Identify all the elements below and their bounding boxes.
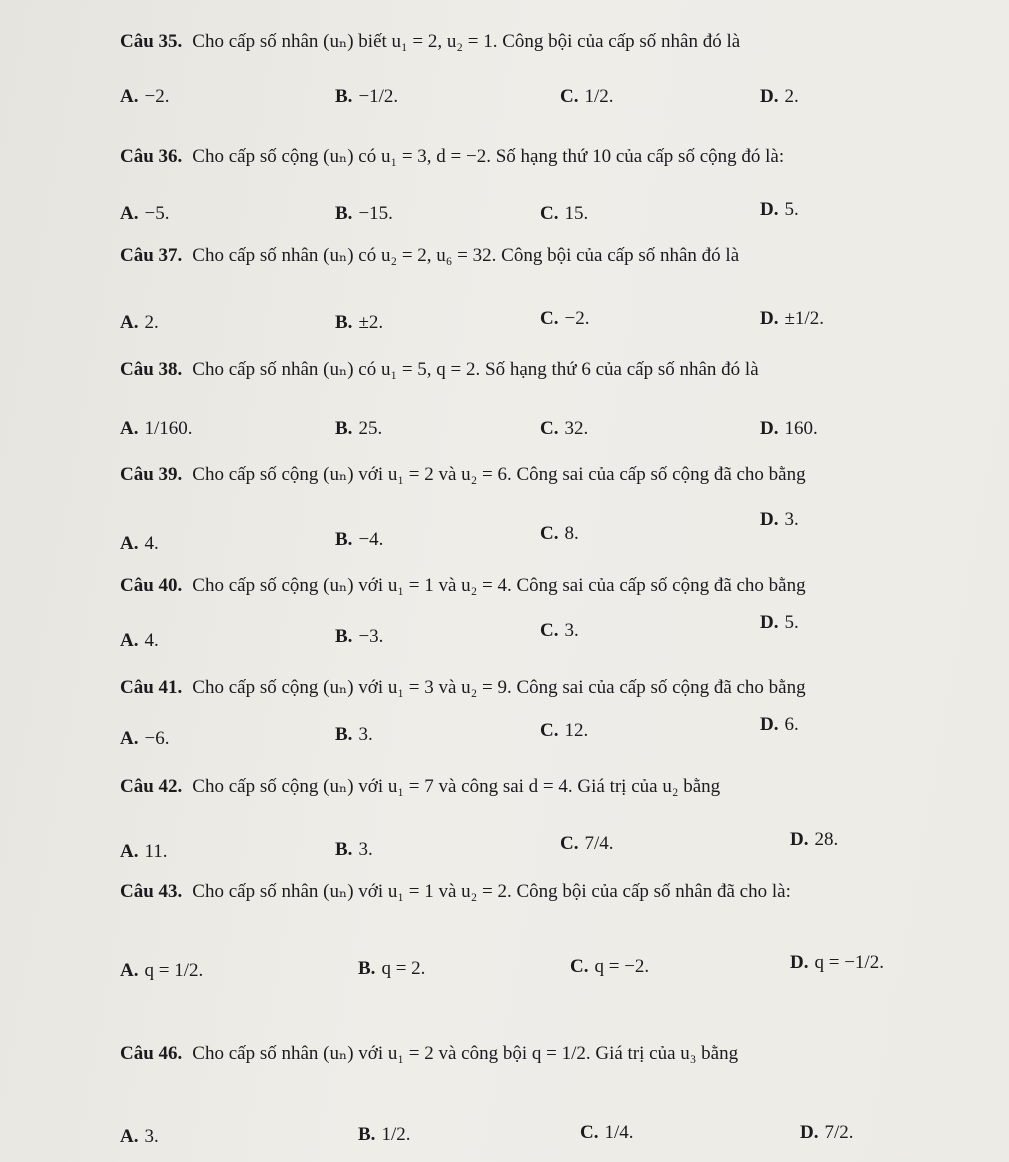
question-text: Cho cấp số cộng (uₙ) với u₁ = 1 và u₂ = 4. Công sai của cấp số cộng đã cho bằng	[192, 575, 806, 596]
question-text: Cho cấp số nhân (uₙ) có u₂ = 2, u₆ = 32. Công bội của cấp số nhân đó là	[192, 245, 740, 266]
option-b: B. 1/2.	[358, 1124, 411, 1145]
question-stem	[120, 145, 784, 168]
question-label: Câu 42.	[120, 776, 183, 797]
question-label: Câu 38.	[120, 359, 183, 380]
option-a: A. −2.	[120, 86, 170, 107]
option-a: A. 1/160.	[120, 418, 193, 439]
question-label: Câu 39.	[120, 464, 183, 485]
option-a: A. 2.	[120, 312, 159, 333]
option-d: D. 7/2.	[800, 1122, 854, 1143]
question-label: Câu 46.	[120, 1043, 183, 1064]
question-stem	[120, 574, 806, 597]
option-c: C. 1/2.	[560, 86, 614, 107]
question-stem	[120, 676, 806, 699]
option-c: C. 15.	[540, 203, 589, 224]
option-b: B. 3.	[335, 724, 373, 745]
question-label: Câu 40.	[120, 575, 183, 596]
question-text: Cho cấp số cộng (uₙ) có u₁ = 3, d = −2. Số hạng thứ 10 của cấp số cộng đó là:	[192, 146, 785, 167]
option-b: B. q = 2.	[358, 958, 426, 979]
option-a: A. 4.	[120, 533, 159, 554]
option-d: D. 6.	[760, 714, 799, 735]
option-c: C. −2.	[540, 308, 590, 329]
option-c: C. 7/4.	[560, 833, 614, 854]
option-b: B. −4.	[335, 529, 384, 550]
option-a: A. q = 1/2.	[120, 960, 204, 981]
option-c: C. 8.	[540, 523, 579, 544]
question-text: Cho cấp số cộng (uₙ) với u₁ = 3 và u₂ = 9. Công sai của cấp số cộng đã cho bằng	[192, 677, 806, 698]
option-b: B. 3.	[335, 839, 373, 860]
question-label: Câu 37.	[120, 245, 183, 266]
question-text: Cho cấp số nhân (uₙ) biết u₁ = 2, u₂ = 1. Công bội của cấp số nhân đó là	[192, 31, 741, 52]
question-stem	[120, 244, 739, 267]
question-stem	[120, 358, 759, 381]
question-stem	[120, 1042, 738, 1065]
question-text: Cho cấp số nhân (uₙ) với u₁ = 2 và công bội q = 1/2. Giá trị của u₃ bằng	[192, 1043, 739, 1064]
option-d: D. 28.	[790, 829, 839, 850]
question-stem	[120, 775, 720, 798]
question-text: Cho cấp số cộng (uₙ) với u₁ = 7 và công sai d = 4. Giá trị của u₂ bằng	[192, 776, 721, 797]
option-a: A. 4.	[120, 630, 159, 651]
question-label: Câu 43.	[120, 881, 183, 902]
option-c: C. q = −2.	[570, 956, 650, 977]
question-text: Cho cấp số nhân (uₙ) với u₁ = 1 và u₂ = 2. Công bội của cấp số nhân đã cho là:	[192, 881, 791, 902]
question-text: Cho cấp số nhân (uₙ) có u₁ = 5, q = 2. Số hạng thứ 6 của cấp số nhân đó là	[192, 359, 759, 380]
question-label: Câu 41.	[120, 677, 183, 698]
option-b: B. −15.	[335, 203, 393, 224]
question-stem	[120, 30, 740, 53]
option-d: D. q = −1/2.	[790, 952, 884, 973]
option-b: B. −1/2.	[335, 86, 399, 107]
question-label: Câu 35.	[120, 31, 183, 52]
option-b: B. −3.	[335, 626, 384, 647]
option-c: C. 12.	[540, 720, 589, 741]
question-text: Cho cấp số cộng (uₙ) với u₁ = 2 và u₂ = 6. Công sai của cấp số cộng đã cho bằng	[192, 464, 806, 485]
question-stem	[120, 880, 791, 903]
option-d: D. ±1/2.	[760, 308, 824, 329]
option-d: D. 2.	[760, 86, 799, 107]
option-a: A. −6.	[120, 728, 170, 749]
option-d: D. 5.	[760, 199, 799, 220]
option-d: D. 5.	[760, 612, 799, 633]
option-a: A. 11.	[120, 841, 168, 862]
question-stem	[120, 463, 806, 486]
question-label: Câu 36.	[120, 146, 183, 167]
option-b: B. 25.	[335, 418, 383, 439]
option-c: C. 3.	[540, 620, 579, 641]
option-b: B. ±2.	[335, 312, 384, 333]
option-c: C. 1/4.	[580, 1122, 634, 1143]
option-d: D. 160.	[760, 418, 818, 439]
option-c: C. 32.	[540, 418, 589, 439]
option-a: A. 3.	[120, 1126, 159, 1147]
option-d: D. 3.	[760, 509, 799, 530]
option-a: A. −5.	[120, 203, 170, 224]
